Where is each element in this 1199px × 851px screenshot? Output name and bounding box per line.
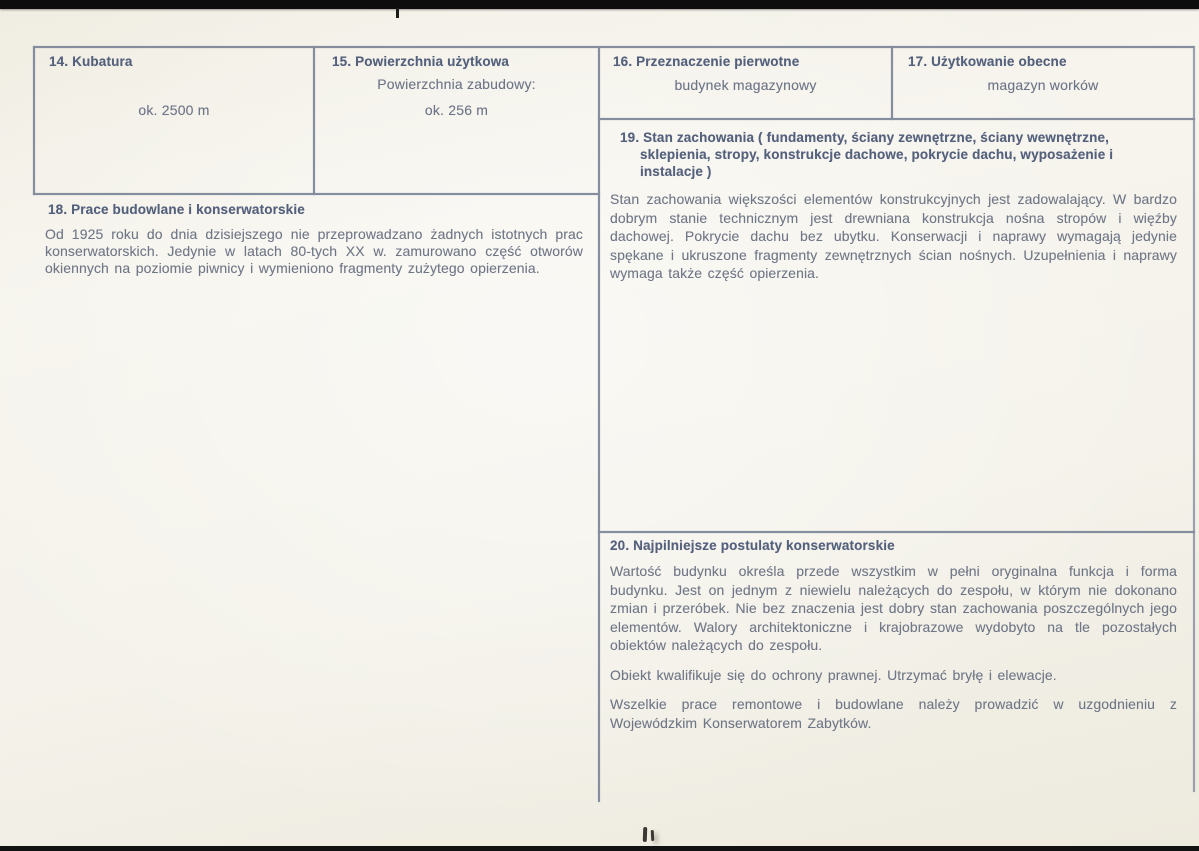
field-20-paragraph-3: Wszelkie prace remontowe i budowlane należy prowadzić w uzgodnieniu z Wojewódzkim Konserwatorem Zabytków. xyxy=(610,696,1177,731)
field-15-value: ok. 256 m xyxy=(424,102,489,118)
ink-smudge-mark xyxy=(643,827,648,842)
field-14-value: ok. 2500 m xyxy=(138,102,210,118)
field-15-sublabel: Powierzchnia zabudowy: xyxy=(377,76,536,92)
field-19-body: Stan zachowania większości elementów konstrukcyjnych jest zadowalający. W bardzo dobrym stanie technicznym jest drewniana konstrukcja nośna stropów i więźby dachowej. Pokrycie dachu bez ubytku. Konserwacji i naprawy wymagają jedynie spękane i ukruszone fragmenty zewnętrznych ścian nośnych. Uzupełnienia i naprawy wymaga także część opierzenia. xyxy=(610,191,1177,281)
field-15-label: 15. Powierzchnia użytkowa xyxy=(332,54,510,69)
field-17-label: 17. Użytkowanie obecne xyxy=(908,54,1067,69)
field-20-label: 20. Najpilniejsze postulaty konserwatorskie xyxy=(610,538,895,553)
field-14-label: 14. Kubatura xyxy=(49,54,133,69)
field-16-value: budynek magazynowy xyxy=(674,77,817,93)
scan-edge-top-tick xyxy=(396,8,399,18)
ink-smudge-mark xyxy=(651,830,655,841)
field-14-kubatura xyxy=(35,48,313,193)
field-17-value: magazyn worków xyxy=(987,77,1099,93)
scan-edge-top-bar xyxy=(0,0,1199,9)
field-16-label: 16. Przeznaczenie pierwotne xyxy=(613,54,800,69)
scan-edge-bottom-bar xyxy=(0,846,1199,851)
field-18-prace-budowlane xyxy=(33,195,595,795)
field-20-paragraph-1: Wartość budynku określa przede wszystkim w pełni oryginalna funkcja i forma budynku. Jest on jednym z niewielu należących do zespołu, w którym nie dokonano zmian i przeróbek. Nie bez znaczenia jest dobry stan zachowania poszczególnych jego elementów. Walory architektoniczne i krajobrazowe wydobyto na tle pozostałych obiektów należących do zespołu. xyxy=(610,563,1177,653)
field-17-uzytkowanie-obecne xyxy=(893,48,1193,118)
field-15-powierzchnia-uzytkowa xyxy=(315,48,598,193)
field-20-postulaty-konserwatorskie xyxy=(600,533,1194,801)
field-18-body: Od 1925 roku do dnia dzisiejszego nie przeprowadzano żadnych istotnych prac konserwatorskich. Jedynie w latach 80-tych XX w. zamurowano część otworów okiennych na poziomie piwnicy i wymieniono fragmenty zużytego opierzenia. xyxy=(45,226,583,276)
field-19-stan-zachowania xyxy=(600,120,1194,531)
field-16-przeznaczenie-pierwotne xyxy=(600,48,891,118)
field-18-label: 18. Prace budowlane i konserwatorskie xyxy=(48,202,305,217)
field-20-body xyxy=(610,562,1177,732)
field-19-label: 19. Stan zachowania ( fundamenty, ściany zewnętrzne, ściany wewnętrzne, sklepienia, stropy, konstrukcje dachowe, pokrycie dachu, wyposażenie i instalacje ) xyxy=(620,130,1114,179)
field-20-paragraph-2: Obiekt kwalifikuje się do ochrony prawnej. Utrzymać bryłę i elewacje. xyxy=(610,666,1057,683)
